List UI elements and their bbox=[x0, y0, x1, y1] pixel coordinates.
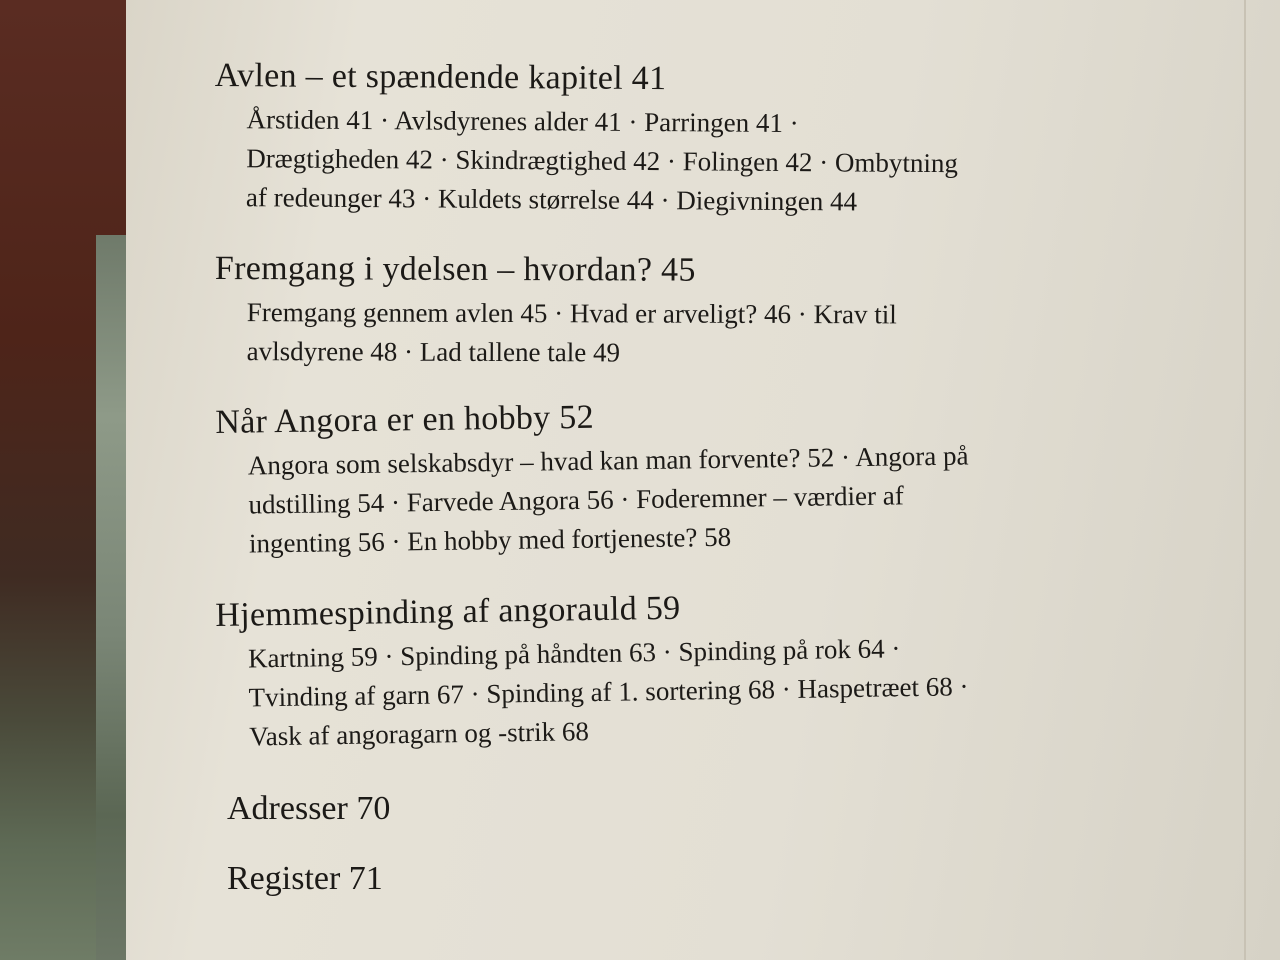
page-edge bbox=[1244, 0, 1246, 960]
toc-section bbox=[215, 578, 1117, 757]
section-entries bbox=[216, 626, 1118, 757]
facing-page-photo-edge bbox=[96, 235, 128, 960]
register-entry: Register 71 bbox=[227, 860, 383, 897]
entry-line: Angora som selskabsdyr – hvad kan man forvente? 52 · Angora på bbox=[247, 440, 969, 481]
entry-line: Fremgang gennem avlen 45 · Hvad er arveligt? 46 · Krav til bbox=[246, 297, 897, 330]
addresses-entry: Adresser 70 bbox=[227, 790, 391, 827]
table-of-contents bbox=[215, 52, 1115, 903]
toc-section bbox=[214, 52, 1115, 223]
entry-line: Kartning 59 · Spinding på håndten 63 · Spinding på rok 64 · bbox=[247, 633, 901, 674]
section-title: Fremgang i ydelsen – hvordan? 45 bbox=[214, 249, 696, 289]
entry-line: Årstiden 41 · Avlsdyrenes alder 41 · Parringen 41 · bbox=[246, 104, 799, 139]
entry-line: ingenting 56 · En hobby med fortjeneste? 58 bbox=[248, 521, 732, 559]
toc-section bbox=[215, 245, 1115, 374]
entry-line: udstilling 54 · Farvede Angora 56 · Foderemner – værdier af bbox=[248, 480, 904, 520]
section-entries bbox=[215, 293, 1115, 374]
toc-section bbox=[215, 386, 1117, 564]
section-entries bbox=[216, 434, 1118, 564]
section-entries bbox=[214, 100, 1115, 223]
entry-line: af redeunger 43 · Kuldets størrelse 44 · Diegivningen 44 bbox=[245, 182, 858, 217]
section-title: Avlen – et spændende kapitel 41 bbox=[214, 56, 667, 98]
entry-line: Drægtigheden 42 · Skindrægtighed 42 · Folingen 42 · Ombytning bbox=[246, 143, 959, 179]
entry-line: avlsdyrene 48 · Lad tallene tale 49 bbox=[246, 336, 621, 368]
entry-line: Tvinding af garn 67 · Spinding af 1. sortering 68 · Haspetræet 68 · bbox=[248, 671, 969, 713]
section-title: Hjemmespinding af angorauld 59 bbox=[215, 589, 681, 634]
section-title: Når Angora er en hobby 52 bbox=[215, 398, 595, 441]
entry-line: Vask af angoragarn og -strik 68 bbox=[249, 716, 590, 752]
